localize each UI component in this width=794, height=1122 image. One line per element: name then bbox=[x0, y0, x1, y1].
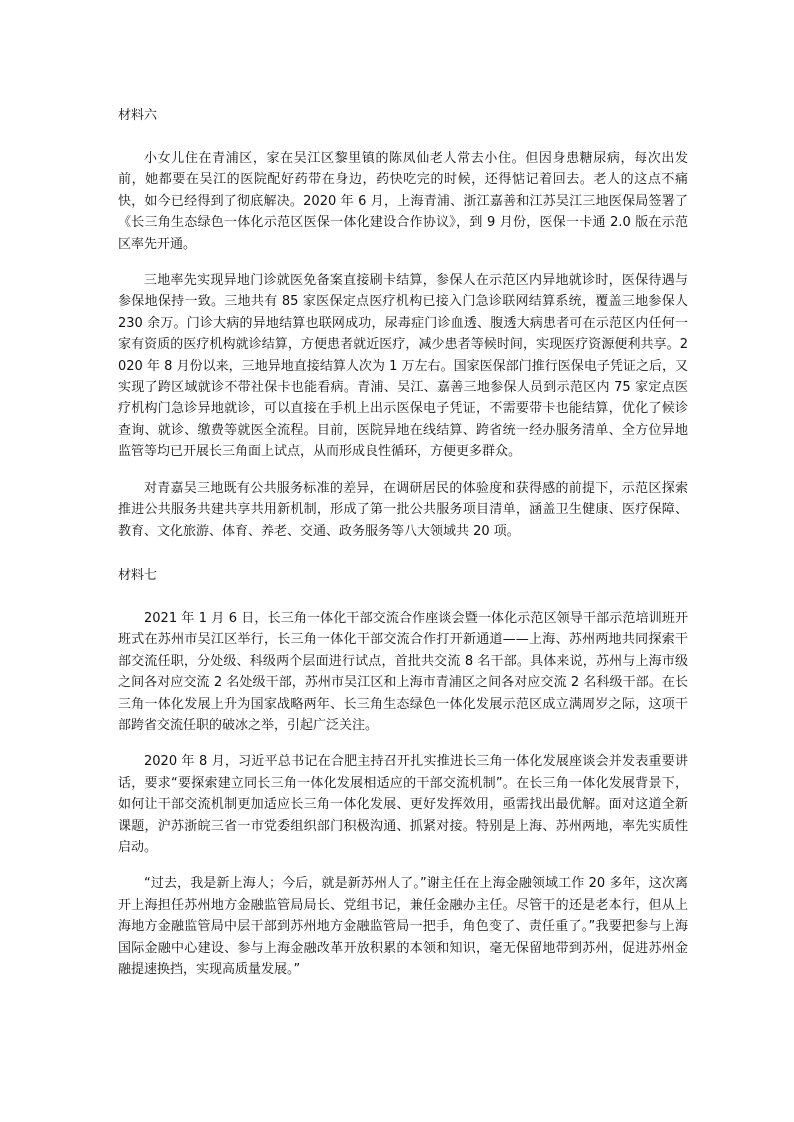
section-title-material-7: 材料七 bbox=[118, 567, 158, 583]
paragraph: 三地率先实现异地门诊就医免备案直接刷卡结算，参保人在示范区内异地就诊时，医保待遇与参保地保持一致。三地共有 85 家医保定点医疗机构已接入门急诊联网结算系统，覆盖三地参保人 230 余万。门诊大病的异地结算也联网成功，尿毒症门诊血透、腹透大病患者可在示范区内任何一家有资质的医疗机构就诊结算，方便患者就近医疗，减少患者等候时间，实现医疗资源便利共享。2020 年 8 月份以来，三地异地直接结算人次为 1 万左右。国家医保部门推行医保电子凭证之后，又实现了跨区域就诊不带社保卡也能看病。青浦、吴江、嘉善三地参保人员到示范区内 75 家定点医疗机构门急诊异地就诊，可以直接在手机上出示医保电子凭证，不需要带卡也能结算，优化了候诊查询、就诊、缴费等就医全流程。目前，医院异地在线结算、跨省统一经办服务清单、全方位异地监管等均已开展长三角面上试点，从而形成良性循环，方便更多群众。 bbox=[118, 273, 688, 460]
section-title-material-6: 材料六 bbox=[118, 108, 158, 123]
paragraph: 2020 年 8 月，习近平总书记在合肥主持召开扎实推进长三角一体化发展座谈会并发表重要讲话，要求“要探索建立同长三角一体化发展相适应的干部交流机制”。在长三角一体化发展背景下，如何让干部交流机制更加适应长三角一体化发展、更好发挥效用，亟需找出最优解。面对这道全新课题，沪苏浙皖三省一市党委组织部门积极沟通、抓紧对接。特别是上海、苏州两地，率先实质性启动。 bbox=[118, 754, 688, 855]
paragraph: 对青嘉吴三地既有公共服务标准的差异，在调研居民的体验度和获得感的前提下，示范区探索推进公共服务共建共享共用新机制，形成了第一批公共服务项目清单，涵盖卫生健康、医疗保障、教育、文化旅游、体育、养老、交通、政务服务等八大领域共 20 项。 bbox=[118, 480, 688, 539]
paragraph: “过去，我是新上海人；今后，就是新苏州人了。”谢主任在上海金融领域工作 20 多年，这次离开上海担任苏州地方金融监管局局长、党组书记，兼任金融办主任。尽管干的还是老本行，但从上海地方金融监管局中层干部到苏州地方金融监管局一把手，角色变了、责任重了。”我要把参与上海国际金融中心建设、参与上海金融改革开放积累的本领和知识，毫无保留地带到苏州，促进苏州金融提速换挡，实现高质量发展。” bbox=[118, 876, 688, 977]
paragraph: 小女儿住在青浦区，家在吴江区黎里镇的陈凤仙老人常去小住。但因身患糖尿病，每次出发前，她都要在吴江的医院配好药带在身边，药快吃完的时候，还得惦记着回去。老人的这点不痛快，如今已经得到了彻底解决。2020 年 6 月，上海青浦、浙江嘉善和江苏吴江三地医保局签署了《长三角生态绿色一体化示范区医保一体化建设合作协议》，到 9 月份，医保一卡通 2.0 版在示范区率先开通。 bbox=[118, 151, 688, 252]
paragraph: 2021 年 1 月 6 日，长三角一体化干部交流合作座谈会暨一体化示范区领导干部示范培训班开班式在苏州市吴江区举行，长三角一体化干部交流合作打开新通道——上海、苏州两地共同探索干部交流任职，分处级、科级两个层面进行试点，首批共交流 8 名干部。具体来说，苏州与上海市级之间各对应交流 2 名处级干部，苏州市吴江区和上海市青浦区之间各对应交流 2 名科级干部。在长三角一体化发展上升为国家战略两年、长三角生态绿色一体化发展示范区成立满周岁之际，这项干部跨省交流任职的破冰之举，引起广泛关注。 bbox=[118, 610, 688, 733]
document-body bbox=[118, 106, 688, 995]
